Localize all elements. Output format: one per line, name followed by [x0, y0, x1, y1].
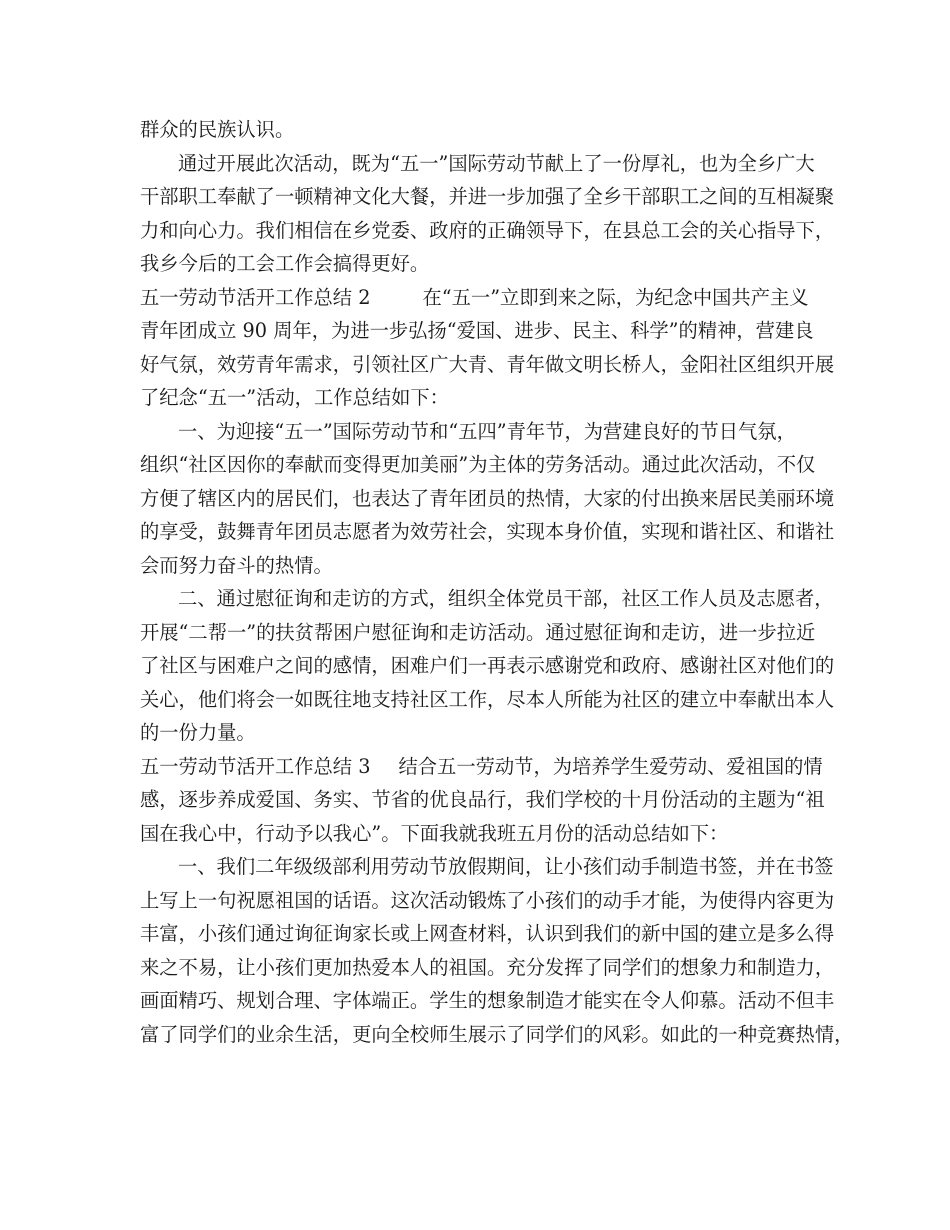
text-line: 二、通过慰征询和走访的方式，组织全体党员干部，社区工作人员及志愿者，: [178, 587, 834, 610]
text-line: 方便了辖区内的居民们，也表达了青年团员的热情，大家的付出换来居民美丽环境: [140, 486, 835, 510]
section-heading-line: [140, 750, 823, 784]
text-line: 开展“二帮一”的扶贫帮困户慰征询和走访活动。通过慰征询和走访，进一步拉近: [140, 620, 816, 644]
text-line: 干部职工奉献了一顿精神文化大餐，并进一步加强了全乡干部职工之间的互相凝聚: [140, 185, 835, 208]
text-line: 来之不易，让小孩们更加热爱本人的祖国。充分发挥了同学们的想象力和制造力，: [140, 955, 835, 979]
text-line: 富了同学们的业余生活，更向全校师生展示了同学们的风彩。如此的一种竞赛热情，: [140, 1022, 854, 1046]
text-line: 好气氛，效劳青年需求，引领社区广大青、青年做文明长桥人，金阳社区组织开展: [140, 352, 835, 376]
text-line: 关心，他们将会一如既往地支持社区工作，尽本人所能为社区的建立中奉献出本人: [140, 687, 835, 711]
section-intro: 结合五一劳动节，为培养学生爱劳动、爱祖国的情: [398, 754, 823, 778]
text-line: 群众的民族认识。: [140, 118, 295, 141]
text-line: 青年团成立 90 周年，为进一步弘扬“爱国、进步、民主、科学”的精神，营建良: [140, 319, 814, 342]
section-heading: 五一劳动节活开工作总结 2: [140, 285, 371, 309]
text-line: 会而努力奋斗的热情。: [140, 553, 333, 577]
text-line: 上写上一句祝愿祖国的话语。这次活动锻炼了小孩们的动手才能，为使得内容更为: [140, 888, 835, 912]
section-heading-line: [140, 281, 820, 315]
text-line: 的一份力量。: [140, 721, 256, 744]
section-intro: 在“五一”立即到来之际，为纪念中国共产主义: [422, 285, 809, 309]
text-line: 画面精巧、规划合理、字体端正。学生的想象制造才能实在令人仰慕。活动不但丰: [140, 989, 835, 1012]
text-line: 一、为迎接“五一”国际劳动节和“五四”青年节，为营建良好的节日气氛，: [178, 419, 796, 443]
text-line: 力和向心力。我们相信在乡党委、政府的正确领导下，在县总工会的关心指导下，: [140, 218, 835, 242]
text-line: 组织“社区因你的奉献而变得更加美丽”为主体的劳务活动。通过此次活动，不仅: [140, 453, 816, 476]
text-line: 了纪念“五一”活动，工作总结如下：: [140, 386, 449, 409]
text-line: 一、我们二年级级部利用劳动节放假期间，让小孩们动手制造书签，并在书签: [178, 855, 834, 878]
text-line: 通过开展此次活动，既为“五一”国际劳动节献上了一份厚礼，也为全乡广大: [178, 151, 815, 175]
text-line: 感，逐步养成爱国、务实、节省的优良品行，我们学校的十月份活动的主题为“祖: [140, 788, 825, 811]
text-line: 丰富，小孩们通过询征询家长或上网查材料，认识到我们的新中国的建立是多么得: [140, 922, 835, 945]
text-line: 了社区与困难户之间的感情，困难户们一再表示感谢党和政府、感谢社区对他们的: [140, 654, 835, 677]
document-body: [140, 113, 854, 1051]
text-line: 国在我心中，行动予以我心”。下面我就我班五月份的活动总结如下：: [140, 821, 729, 845]
section-heading: 五一劳动节活开工作总结 3: [140, 754, 371, 778]
text-line: 的享受，鼓舞青年团员志愿者为效劳社会，实现本身价值，实现和谐社区、和谐社: [140, 520, 835, 543]
text-line: 我乡今后的工会工作会搞得更好。: [140, 252, 430, 275]
